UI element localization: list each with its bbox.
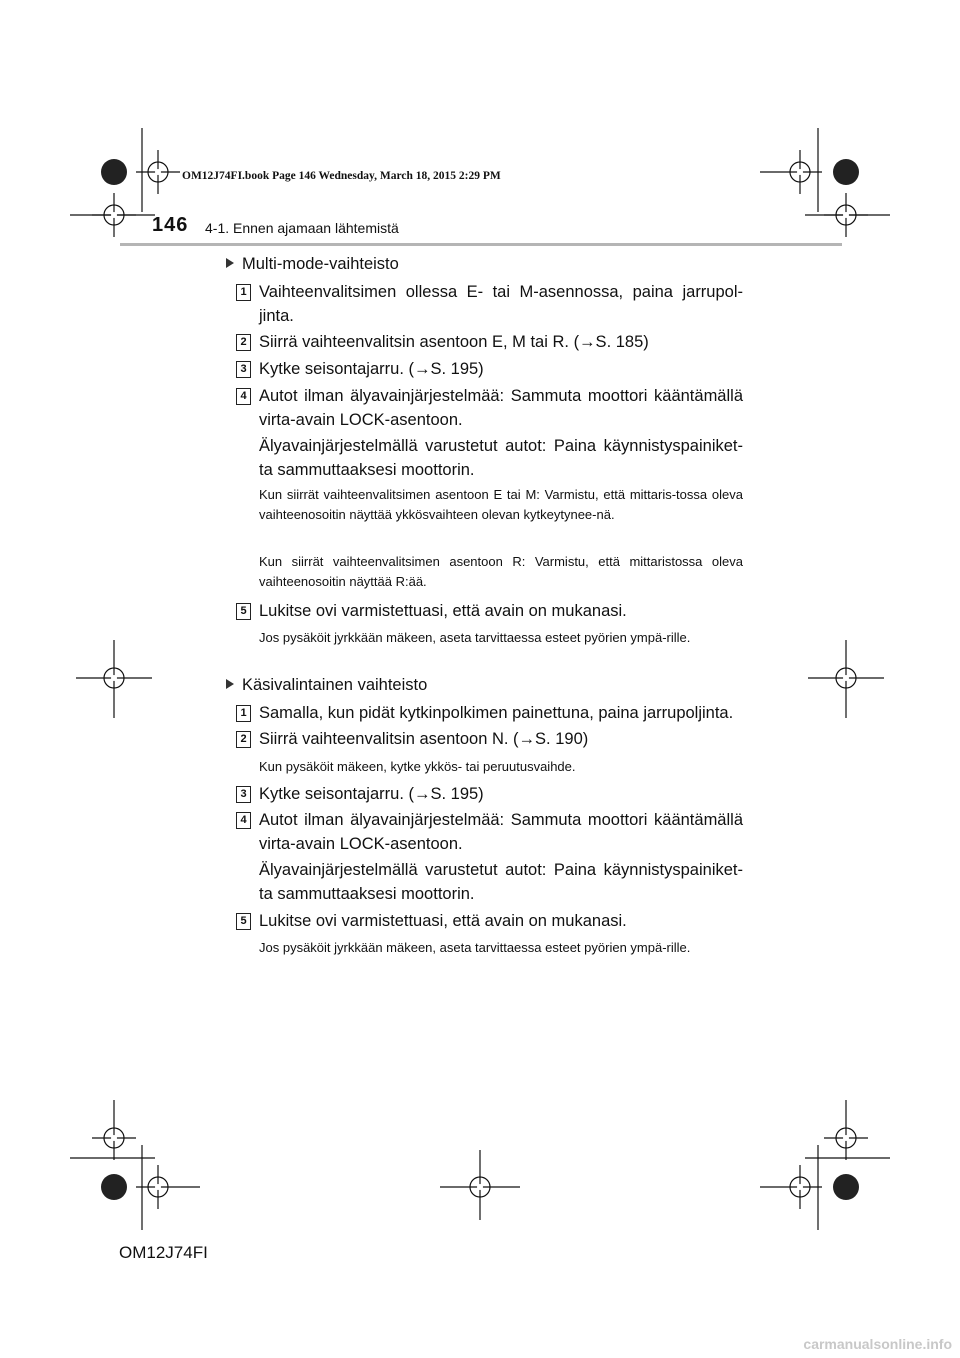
- step-text: Lukitse ovi varmistettuasi, että avain on mukanasi.: [259, 912, 627, 930]
- step-text: Vaihteenvalitsimen ollessa E- tai M-asennossa, paina jarrupol-jinta.: [259, 283, 743, 325]
- step-number: 4: [236, 388, 251, 405]
- step-text: Autot ilman älyavainjärjestelmää: Sammuta moottori kääntämällä virta-avain LOCK-asentoon.: [259, 811, 743, 853]
- step-note: Kun siirrät vaihteenvalitsimen asentoon E tai M: Varmistu, että mittaris-tossa oleva vaihteenosoitin näyttää ykkösvaihteen olevan kytkeytynee-nä.: [259, 487, 743, 522]
- step-number: 2: [236, 731, 251, 748]
- section-title: 4-1. Ennen ajamaan lähtemistä: [205, 220, 399, 236]
- step-number: 2: [236, 334, 251, 351]
- step-note: Jos pysäköit jyrkkään mäkeen, aseta tarvittaessa esteet pyörien ympä-rille.: [259, 630, 691, 645]
- step-text-alt: Älyavainjärjestelmällä varustetut autot: Paina käynnistyspainiket-ta sammuttaaksesi moottorin.: [259, 861, 743, 903]
- step-number: 3: [236, 786, 251, 803]
- step-number: 1: [236, 705, 251, 722]
- step-number: 4: [236, 812, 251, 829]
- triangle-bullet-icon: [226, 679, 234, 689]
- step-text-alt: Älyavainjärjestelmällä varustetut autot: Paina käynnistyspainiket-ta sammuttaaksesi moottorin.: [259, 437, 743, 479]
- step-note: Kun pysäköit mäkeen, kytke ykkös- tai peruutusvaihde.: [259, 759, 576, 774]
- step-text: Siirrä vaihteenvalitsin asentoon E, M tai R. (→S. 185): [259, 333, 649, 351]
- step-text: Siirrä vaihteenvalitsin asentoon N. (→S. 190): [259, 730, 589, 748]
- step-number: 1: [236, 284, 251, 301]
- triangle-bullet-icon: [226, 258, 234, 268]
- book-info: OM12J74FI.book Page 146 Wednesday, March 18, 2015 2:29 PM: [182, 170, 501, 182]
- subheading-multimode: Multi-mode-vaihteisto: [226, 255, 399, 274]
- page-number: 146: [152, 214, 189, 236]
- watermark: carmanualsonline.info: [803, 1336, 952, 1352]
- step-number: 5: [236, 913, 251, 930]
- step-text: Kytke seisontajarru. (→S. 195): [259, 360, 484, 378]
- step-text: Autot ilman älyavainjärjestelmää: Sammuta moottori kääntämällä virta-avain LOCK-asentoon.: [259, 387, 743, 429]
- step-number: 5: [236, 603, 251, 620]
- subheading-manual: Käsivalintainen vaihteisto: [226, 676, 427, 695]
- footer-code: OM12J74FI: [119, 1243, 208, 1262]
- step-text: Kytke seisontajarru. (→S. 195): [259, 785, 484, 803]
- step-number: 3: [236, 361, 251, 378]
- step-text: Lukitse ovi varmistettuasi, että avain on mukanasi.: [259, 602, 627, 620]
- step-text: Samalla, kun pidät kytkinpolkimen painettuna, paina jarrupoljinta.: [259, 704, 734, 722]
- header-rule: [120, 243, 842, 246]
- step-note: Kun siirrät vaihteenvalitsimen asentoon R: Varmistu, että mittaristossa oleva vaihteenosoitin näyttää R:ää.: [259, 554, 743, 589]
- step-note: Jos pysäköit jyrkkään mäkeen, aseta tarvittaessa esteet pyörien ympä-rille.: [259, 940, 691, 955]
